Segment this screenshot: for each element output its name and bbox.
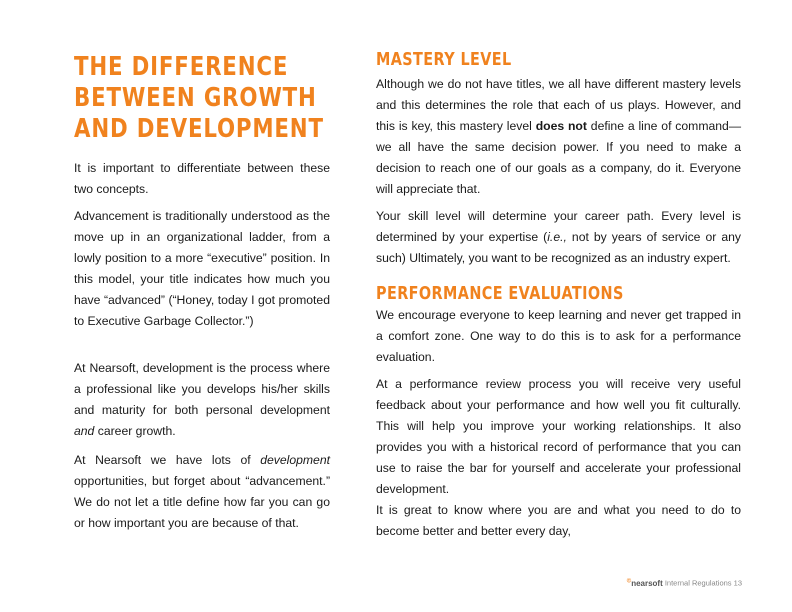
strong-text: does not bbox=[535, 119, 587, 133]
performance-paragraph-3: It is great to know where you are and what you need to do to become better and better every day, bbox=[376, 503, 741, 538]
mastery-heading: MASTERY LEVEL bbox=[376, 49, 512, 70]
performance-paragraph-2: At a performance review process you will receive very useful feedback about your performance and how well you fit culturally. This will help you improve your working relationships. It also provides you with a historical record of performance that you can use to raise the bar for yourself and accelerate your professional development. bbox=[376, 377, 741, 496]
heading-line: AND DEVELOPMENT bbox=[74, 114, 324, 144]
page-number: 13 bbox=[733, 578, 742, 588]
advancement-paragraph: Advancement is traditionally understood as the move up in an organizational ladder, from a lowly position to a more “executive” position. In this model, your title indicates how much you have “advanced” (“Honey, today I got promoted to Executive Garbage Collector.”) bbox=[74, 209, 330, 328]
performance-paragraph-1: We encourage everyone to keep learning and never get trapped in a comfort zone. One way to do this is to ask for a performance evaluation. bbox=[376, 308, 741, 364]
main-heading bbox=[74, 52, 324, 145]
emphasis: and bbox=[74, 424, 95, 438]
opportunities-paragraph: At Nearsoft we have lots of development opportunities, but forget about “advancement.” We do not let a title define how far you can go or how important you are because of that. bbox=[74, 453, 330, 530]
footer-label: Internal Regulations bbox=[664, 578, 732, 588]
page-footer bbox=[627, 578, 742, 588]
mastery-paragraph-1: Although we do not have titles, we all have different mastery levels and this determines the role that each of us plays. However, and this is key, this mastery level does not define a line of command—we all have the same decision power. If you need to make a decision to reach one of our goals as a company, do it. Everyone will appreciate that. bbox=[376, 77, 742, 196]
emphasis: i.e., bbox=[547, 230, 567, 244]
performance-heading: PERFORMANCE EVALUATIONS bbox=[376, 283, 624, 304]
intro-paragraph: It is important to differentiate between these two concepts. bbox=[74, 161, 330, 196]
emphasis: development bbox=[260, 453, 330, 467]
heading-line: BETWEEN GROWTH bbox=[74, 83, 317, 113]
development-paragraph: At Nearsoft, development is the process where a professional like you develops his/her skills and maturity for both personal development and career growth. bbox=[74, 361, 330, 438]
mastery-paragraph-2: Your skill level will determine your career path. Every level is determined by your expertise (i.e., not by years of service or any such) Ultimately, you want to be recognized as an industry expert. bbox=[376, 209, 742, 265]
nearsoft-logo: ©nearsoft bbox=[626, 578, 663, 588]
heading-line: THE DIFFERENCE bbox=[74, 52, 289, 82]
